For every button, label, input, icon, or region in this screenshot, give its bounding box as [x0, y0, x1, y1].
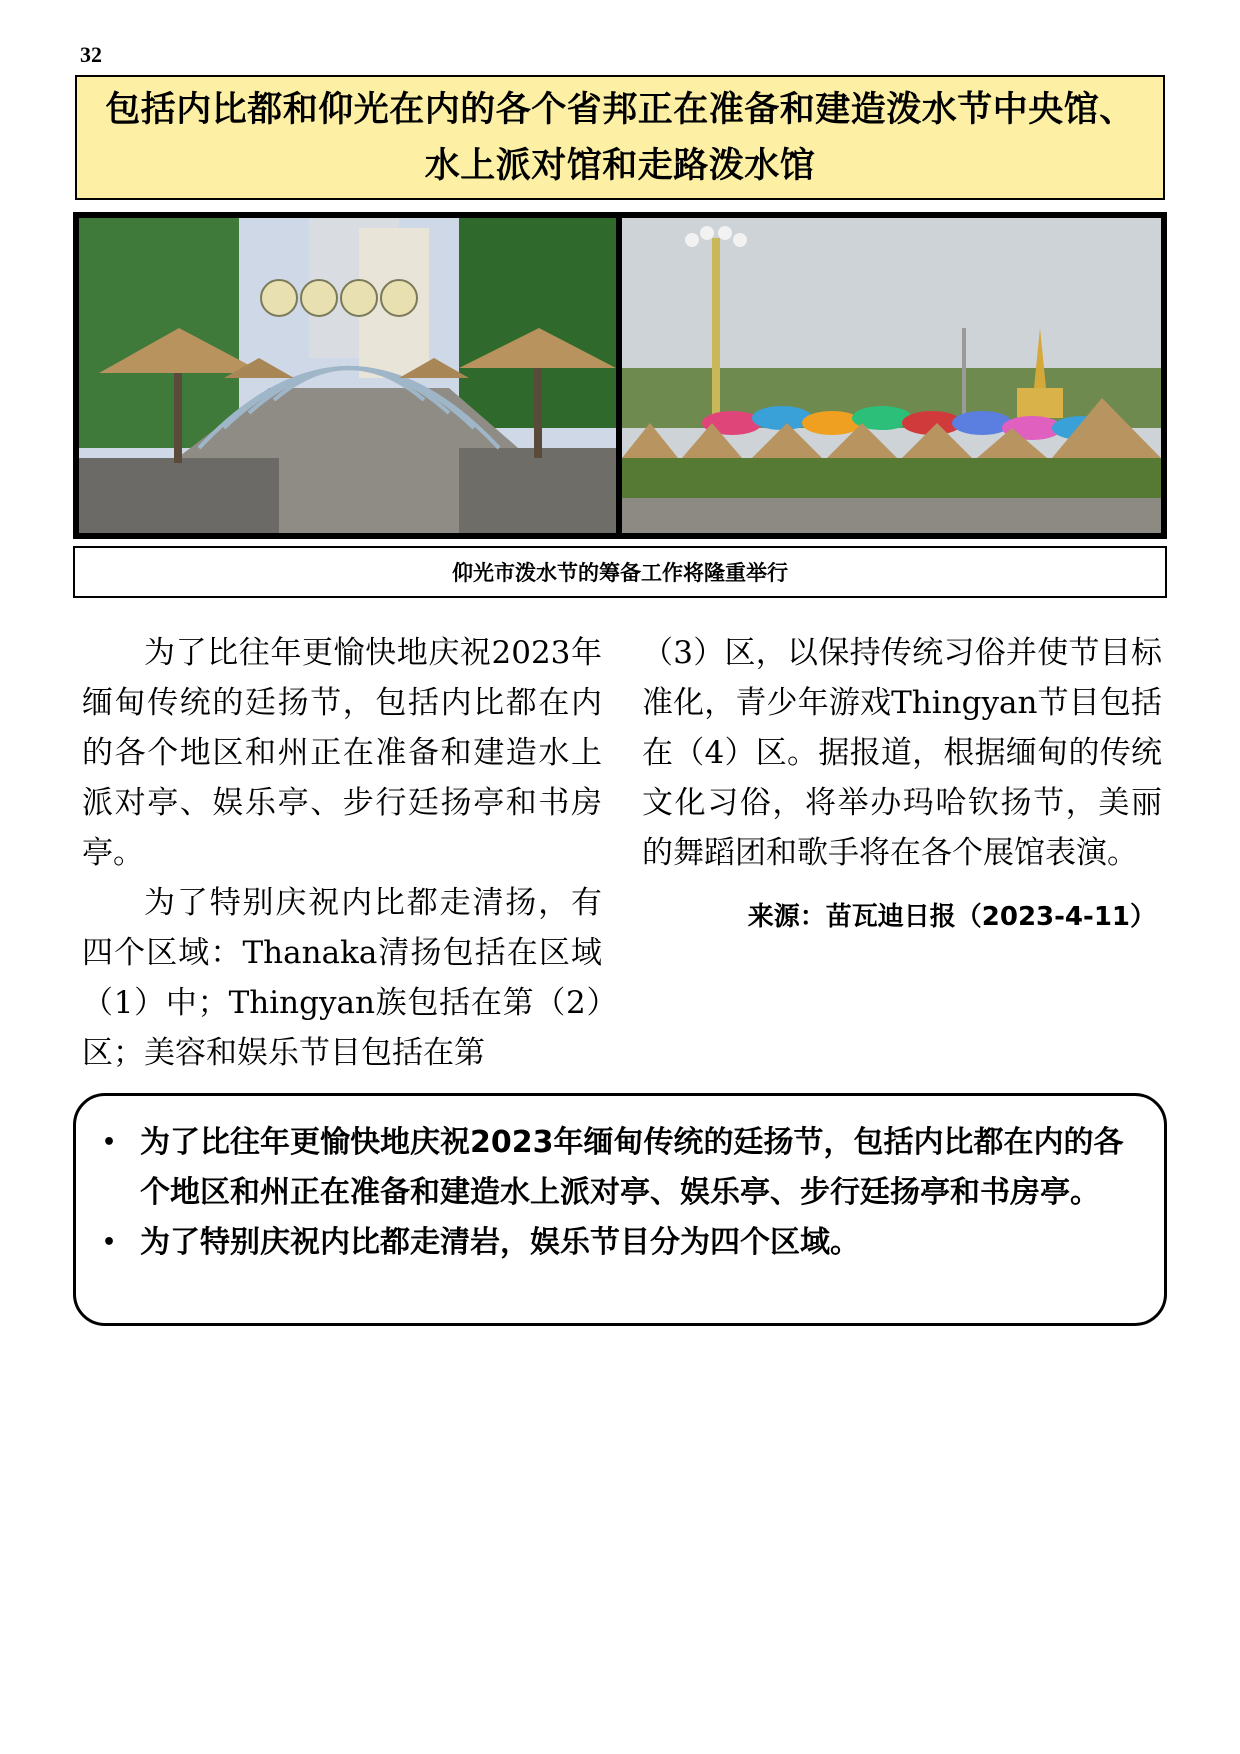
photo-caption-box [73, 546, 1167, 598]
article-paragraph-1: 为了比往年更愉快地庆祝2023年缅甸传统的廷扬节，包括内比都在内的各个地区和州正在准备和建造水上派对亭、娱乐亭、步行廷扬亭和书房亭。 [82, 635, 602, 871]
summary-item-text: 为了比往年更愉快地庆祝2023年缅甸传统的廷扬节，包括内比都在内的各个地区和州正在准备和建造水上派对亭、娱乐亭、步行廷扬亭和书房亭。 [140, 1125, 1124, 1210]
summary-list [96, 1118, 1142, 1268]
title-box [75, 75, 1165, 200]
summary-box [73, 1093, 1167, 1326]
article-column-left [82, 628, 602, 1078]
bullet-icon: • [102, 1130, 117, 1155]
photo-frame [73, 212, 1167, 539]
page-number: 32 [80, 42, 102, 67]
summary-item-text: 为了特别庆祝内比都走清岩，娱乐节目分为四个区域。 [140, 1225, 860, 1260]
photo-pagoda-umbrellas [622, 218, 1161, 533]
summary-item [96, 1218, 1142, 1268]
article-paragraph-2-continued: （3）区，以保持传统习俗并使节目标准化，青少年游戏Thingyan节目包括在（4）区。据报道，根据缅甸的传统文化习俗，将举办玛哈钦扬节，美丽的舞蹈团和歌手将在各个展馆表演。 [642, 635, 1162, 871]
photo-street-pavilions [79, 218, 616, 533]
article-paragraph-2: 为了特别庆祝内比都走清扬，有四个区域：Thanaka清扬包括在区域（1）中；Thingyan族包括在第（2）区；美容和娱乐节目包括在第 [82, 885, 602, 1071]
bullet-icon: • [102, 1230, 117, 1255]
page-title: 包括内比都和仰光在内的各个省邦正在准备和建造泼水节中央馆、水上派对馆和走路泼水馆 [105, 89, 1135, 186]
article-source: 来源：苗瓦迪日报（2023-4-11） [747, 902, 1156, 932]
article-column-right [642, 628, 1162, 942]
summary-item [96, 1118, 1142, 1218]
photo-caption: 仰光市泼水节的筹备工作将隆重举行 [452, 561, 788, 585]
